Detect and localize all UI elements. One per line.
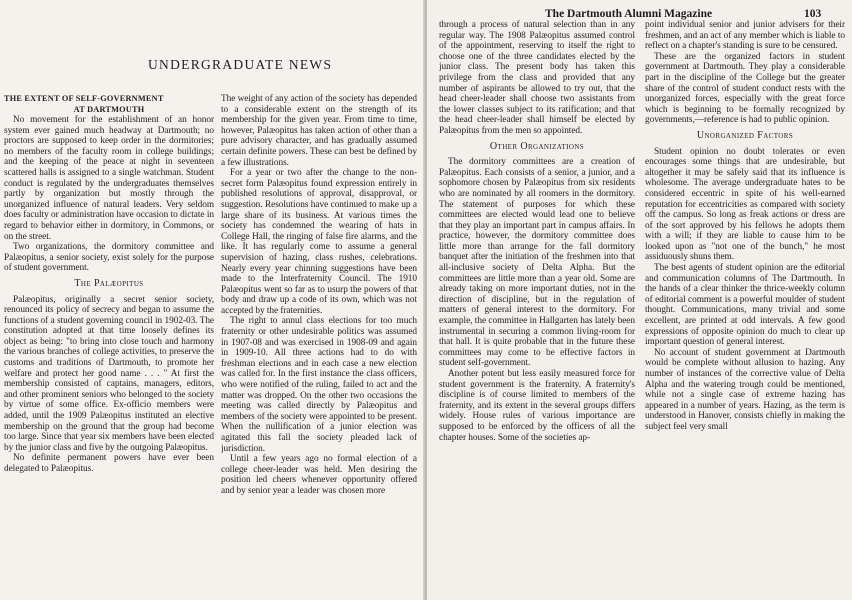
section-title: UNDERGRADUATE NEWS xyxy=(148,57,333,72)
left-page xyxy=(0,0,425,600)
paragraph: The weight of any action of the society has depended to a considerable extent on the strength of its membership for the given year. From time to time, however, Palæopitus has taken action of other than a pure advisory character, and has gradually assumed certain definite powers. These can best be defined by a few illustrations. xyxy=(221,94,417,168)
paragraph: Student opinion no doubt tolerates or even encourages some things that are undesirable, but altogether it may be safely said that its influence is wholesome. The average undergraduate hates to be considered eccentric in spite of his well-earned reputation for eccentricities as compared with society off the campus. So long as freak actions or dress are of the sort approved by his fellows he adopts them with a will; if they are liable to cause him to be looked upon as "not one of the bunch," he most assiduously shuns them. xyxy=(645,146,845,263)
paragraph: For a year or two after the change to the non-secret form Palæopitus found expression entirely in published resolutions of approval, disapproval, or suggestion. Resolutions have continued to make up a large share of its business. At various times the society has condemned the wearing of hats in College Hall, the ringing of false fire alarms, and the like. It has regularly come to assume a general supervision of hazing, class rushes, celebrations. Nearly every year chinning suggestions have been made to the Interfraternity Council. The 1910 Palæopitus went so far as to usurp the powers of that body and draw up a code of its own, which was not accepted by the fraternities. xyxy=(221,168,417,316)
article-heading xyxy=(4,94,214,115)
magazine-title: The Dartmouth Alumni Magazine xyxy=(545,8,713,20)
page-number: 103 xyxy=(804,8,822,20)
paragraph: The dormitory committees are a creation of Palæopitus. Each consists of a senior, a junior, and a sophomore chosen by Palæopitus from six residents who are nominated by all roomers in the dormitory. The statement of purposes for which these committees are elected would lead one to believe that they play an important part in campus affairs. In practice, however, the dormitory committee does little more than arrange for the fall dormitory banquet after the initiation of the freshmen into that all-inclusive society of Delta Alpha. But the committees are little more than a year old. Some are already taking on more important duties, not in the direction of discipline, but in the regulation of matters of general interest to the dormitory. For example, the committee in Hallgarten has lately been instrumental in securing a common living-room for that hall. It is quite probable that in the future these committees may come to be effective factors in student self-government. xyxy=(439,157,635,369)
paragraph: Until a few years ago no formal election of a college cheer-leader was held. Men desiring the position led cheers whenever opportunity offered and by senior year a leader was chosen more xyxy=(221,454,417,496)
paragraph: No movement for the establishment of an honor system ever gained much headway at Dartmouth; no proctors are supposed to keep order in the dormitories; no members of the faculty room in college buildings; and the keeping of the peace at night in seventeen scattered halls is assigned to a single watchman. Student conduct is regulated by the undergraduates themselves partly by organization but mostly through the unorganized influence of natural leaders. Very seldom does faculty or administration have occasion to dictate in regard to behavior either in dormitory, in Commons, or on the street. xyxy=(4,115,214,242)
column-1 xyxy=(4,94,214,600)
subheading-other-organizations: Other Organizations xyxy=(489,140,585,152)
paragraph: The best agents of student opinion are the editorial and communication columns of The Dartmouth. In the hands of a clear thinker the thrice-weekly column of editorial comment is a powerful moulder of student thought. Communications, many trivial and some excellent, are printed at odd intervals. A few good expressions of opposite opinion do much to clear up important question of general interest. xyxy=(645,263,845,348)
paragraph: The right to annul class elections for too much fraternity or other undesirable politics was assumed in 1907-08 and was exercised in 1908-09 and again in 1909-10. All three actions had to do with freshman elections and in each case a new election was called for. In the first instance the class officers, who were notified of the ruling, failed to act and the matter was dropped. On the other two occasions the meeting was called directly by Palæopitus and members of the society were appointed to be present. When the nullification of a junior election was agitated this fall the society pleaded lack of jurisdiction. xyxy=(221,316,417,454)
column-3 xyxy=(439,20,635,600)
right-page xyxy=(427,0,852,600)
column-4 xyxy=(645,20,845,600)
article-heading-line1: THE EXTENT OF SELF-GOVERNMENT xyxy=(4,94,164,103)
paragraph: These are the organized factors in student government at Dartmouth. They play a considerable part in the discipline of the College but the greater share of the control of student conduct rests with the unorganized forces, especially with the great force which is beginning to be formally recognized by governments,—reference is had to public opinion. xyxy=(645,51,845,126)
paragraph: point individual senior and junior advisers for their freshmen, and an act of any member which is liable to reflect on a chapter's standing is sure to be censured. xyxy=(645,20,845,52)
paragraph: Two organizations, the dormitory committee and Palæopitus, a senior society, exist solely for the purpose of student government. xyxy=(4,242,214,274)
column-2 xyxy=(221,94,417,600)
paragraph: through a process of natural selection than in any regular way. The 1908 Palæopitus assumed control of the appointment, reserving to itself the right to choose one of the three candidates elected by the junior class. The present body has taken this privilege from the class and provided that any number of aspirants be allowed to try out, that the head cheer-leader shall choose two assistants from the lower classes subject to its ratification; and that the head cheer-leader shall himself be elected by Palæopitus from the men so appointed. xyxy=(439,20,635,136)
paragraph: No account of student government at Dartmouth would be complete without allusion to hazing. Any number of instances of the corrective value of Delta Alpha and the watering trough could be mentioned, while not a single case of extreme hazing has appeared in a number of years. Hazing, as the term is understood in Hanover, consists chiefly in making the subject feel very small xyxy=(645,347,845,432)
paragraph: No definite permanent powers have ever been delegated to Palæopitus. xyxy=(4,453,214,474)
subheading-unorganized-factors: Unorganized Factors xyxy=(696,129,794,141)
paragraph: Palæopitus, originally a secret senior society, renounced its policy of secrecy and began to assume the functions of a student governing council in 1902-03. The constitution adopted at that time loosely defines its object as being: "to bring into close touch and harmony the various branches of college activities, to preserve the customs and traditions of Dartmouth, to promote her welfare and protect her good name . . . " At first the membership consisted of captains, managers, editors, and other prominent seniors who belonged to the society by virtue of some office. Ex-officio members were added, until the 1909 Palæopitus instituted an elective membership on the ground that the group had become too large. Since that year six members have been elected by the junior class and five by the outgoing Palæopitus. xyxy=(4,294,214,453)
subheading-palaeopitus: The Palæopitus xyxy=(74,277,144,289)
paragraph: Another potent but less easily measured force for student government is the fraternity. A fraternity's discipline is of course limited to members of the fraternity, and its extent in the several groups differs widely. House rules of various importance are supposed to be enforced by the officers of all the chapter houses. Some of the societies ap- xyxy=(439,369,635,443)
article-heading-line2: AT DARTMOUTH xyxy=(73,104,145,114)
